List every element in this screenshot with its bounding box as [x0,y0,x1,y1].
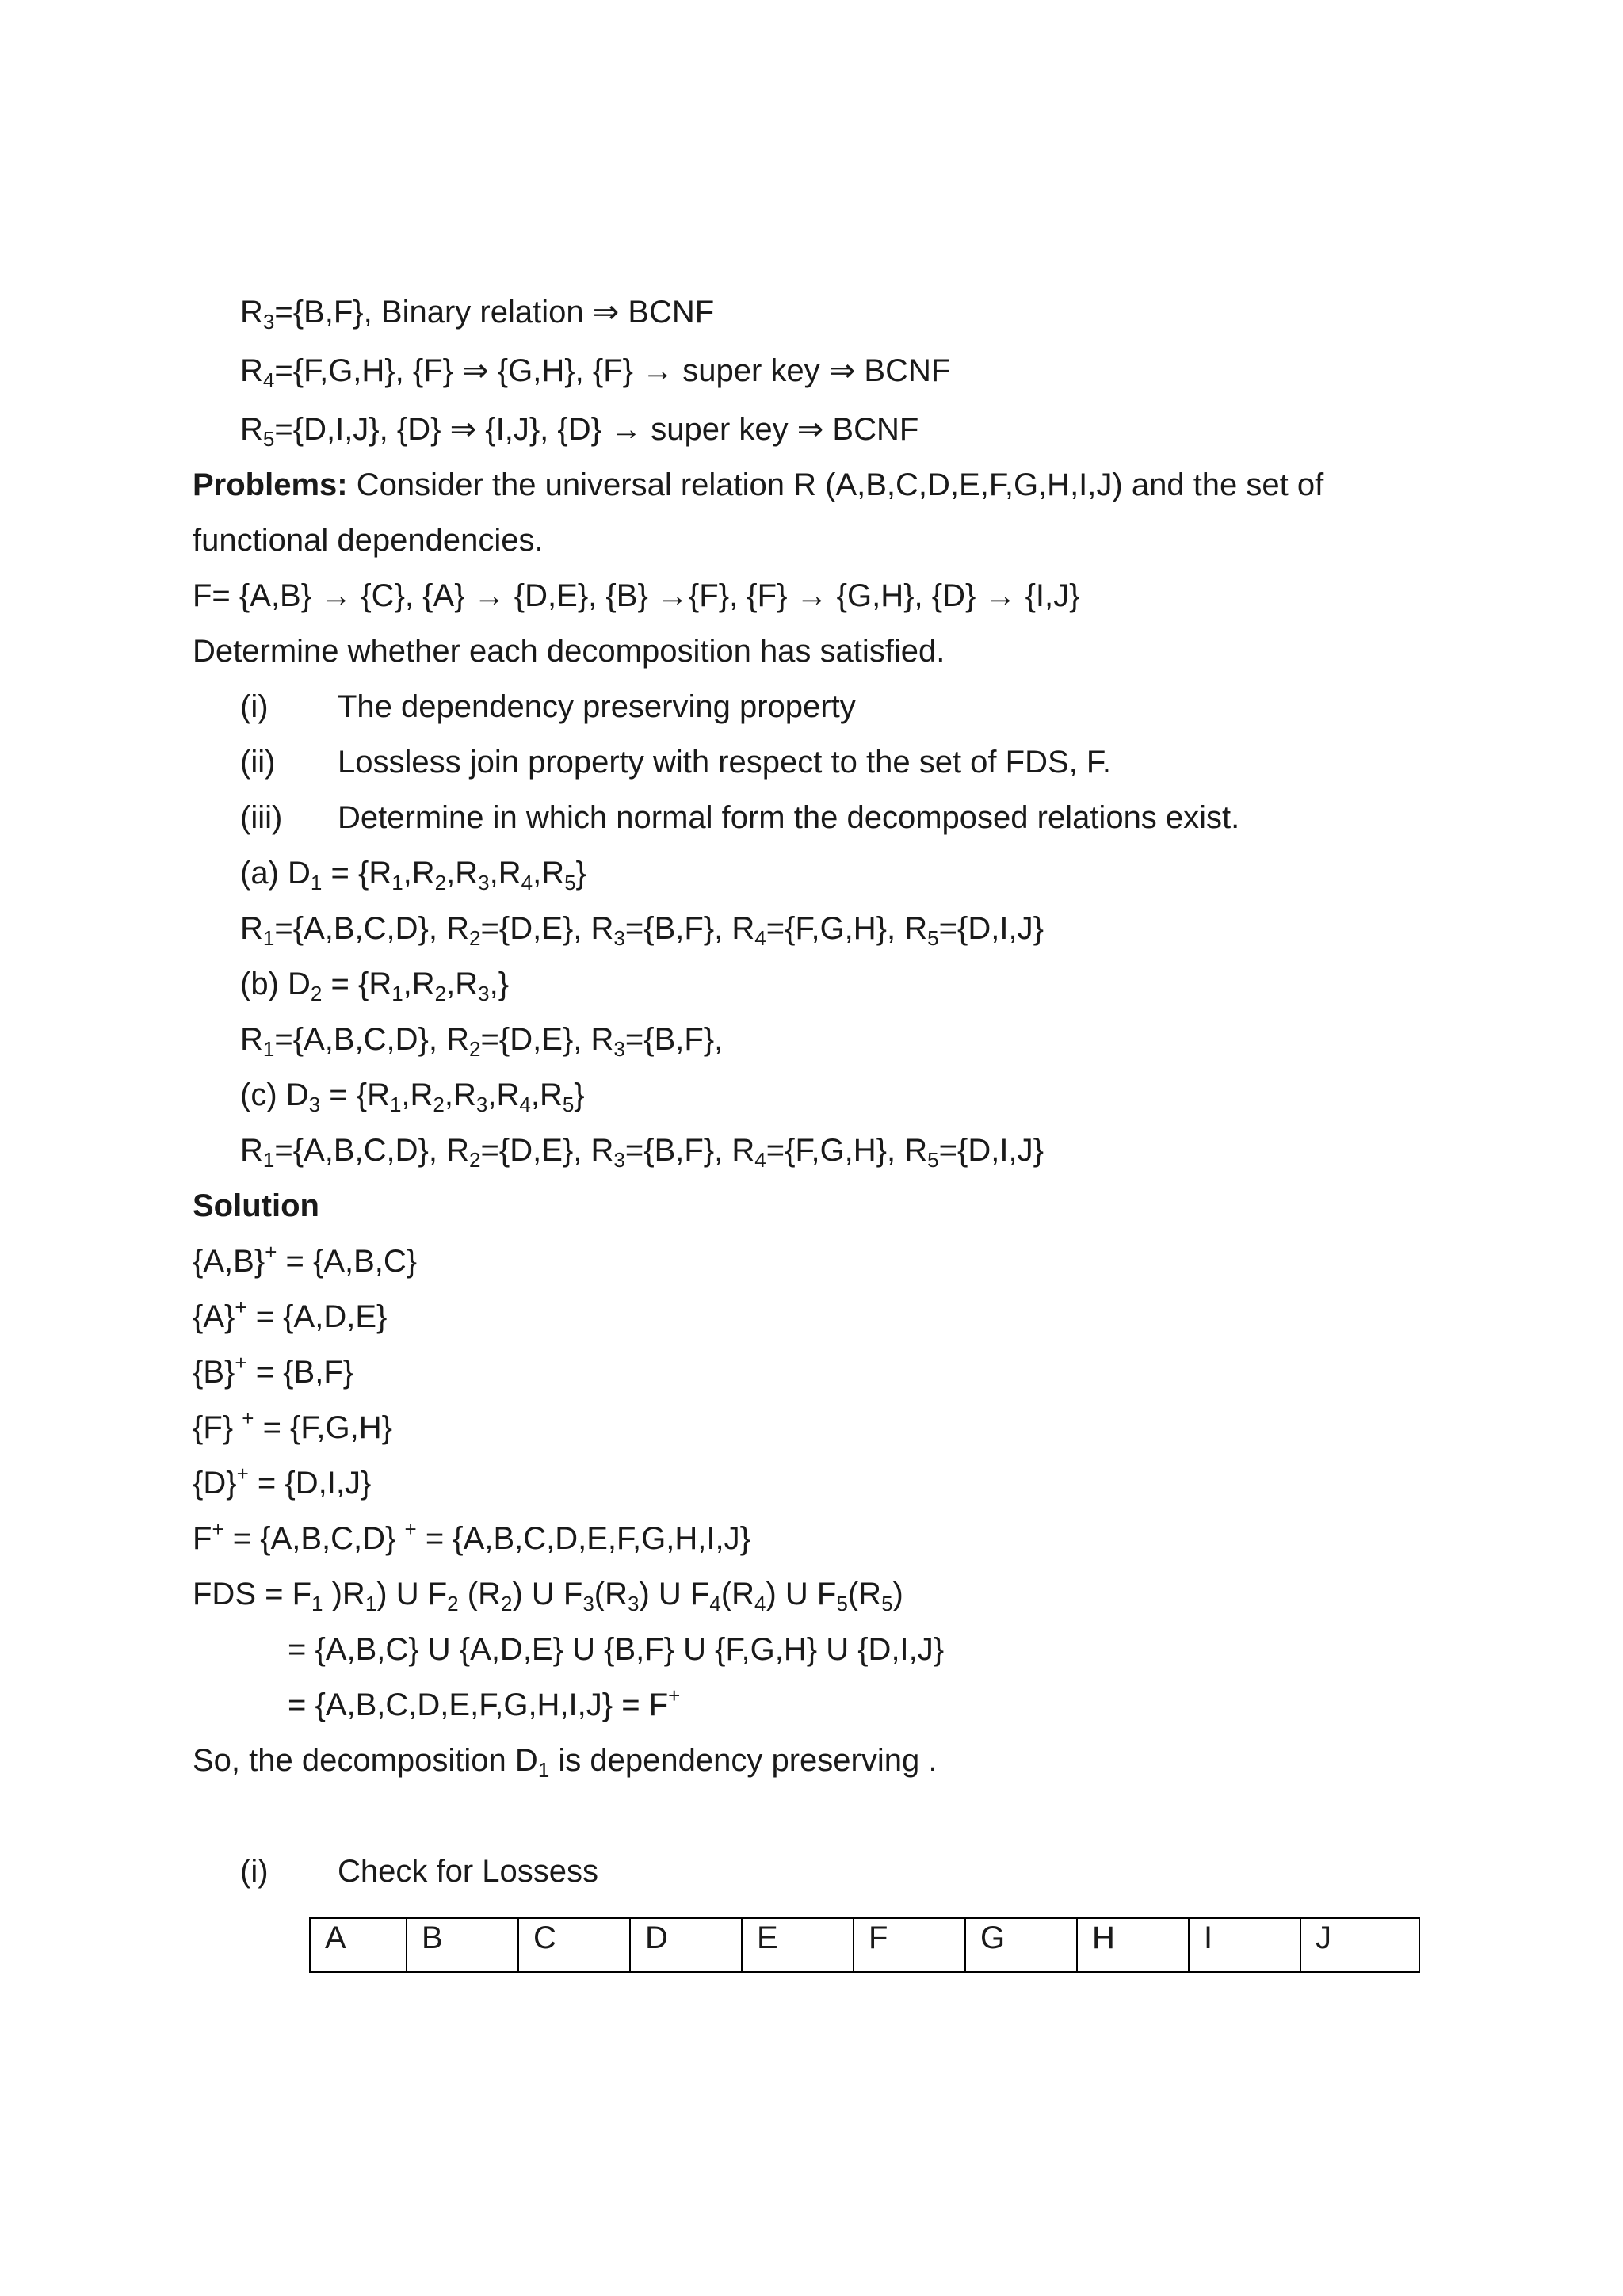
union-line-2-text: = {A,B,C,D,E,F,G,H,I,J} = F [288,1688,669,1722]
f-plus-result: = {A,B,C,D,E,F,G,H,I,J} [416,1521,750,1556]
r4-sub: 4 [262,368,275,392]
decomp-c-sub: 3 [308,1093,321,1116]
rels-b-line: $R_1=\{A,B,C,D\}$, $R_2=\{D,E\}$, $R_3=\{B,F\}$, [240,1022,724,1061]
rel-b-3: ={B,F}, [624,1022,724,1057]
decomp-b-line [240,965,509,1003]
decomp-c-set: = $\{R_1,R_2,R_3,R_4,R_5\}$ [329,1077,585,1116]
rel-a-3: ={B,F}, [624,911,732,946]
rel-a-2: ={D,E}, [480,911,591,946]
rel-b-1: ={A,B,C,D}, [274,1022,447,1057]
rel-c-4: ={F,G,H}, [766,1133,905,1168]
item-text-3: Determine in which normal form the decomposed relations exist. [338,800,1240,835]
union-line-2: = {A,B,C,D,E,F,G,H,I,J} = F+ [288,1684,681,1722]
r5-sub: 5 [262,427,275,451]
table-header-cell: J [1300,1918,1419,1972]
closure-a-lhs: {A} [193,1299,235,1334]
table-header-row [310,1918,1419,1972]
item-num-1: (i) [240,689,269,724]
check-text: Check for Lossess [338,1854,599,1889]
closure-a-rhs: = {A,D,E} [246,1299,388,1334]
check-num: (i) [240,1854,269,1889]
rel-a-1: ={A,B,C,D}, [274,911,447,946]
table-header-cell: A [310,1918,407,1972]
decomp-a-label: (a) D [240,856,311,891]
closure-a: {A}+ = {A,D,E} [193,1295,388,1334]
closure-ab-lhs: {A,B} [193,1244,265,1279]
r5-line [240,410,919,451]
decomp-a-set: = $\{R_1,R_2,R_3,R_4,R_5\}$ [330,856,586,894]
closure-b-rhs: = {B,F} [246,1355,354,1390]
rel-c-5: ={D,I,J} [938,1133,1044,1168]
rel-a-5: ={D,I,J} [938,911,1044,946]
decomp-a-line [240,854,586,892]
table-header-cell: B [407,1918,518,1972]
rels-a-line: $R_1=\{A,B,C,D\}$, $R_2=\{D,E\}$, $R_3=\{B,F\}$, $R_4=\{F,G,H\}$, $R_5=\{D,I,J\}$ [240,911,1044,950]
conclusion-line: So, the decomposition $D_1$ is dependency preserving . [193,1743,938,1782]
union-line-1: = {A,B,C} U {A,D,E} U {B,F} U {F,G,H} U {D,I,J} [288,1632,945,1667]
closure-d-lhs: {D} [193,1466,237,1501]
rel-c-1: ={A,B,C,D}, [274,1133,447,1168]
decomp-b-set: = $\{R_1,R_2,R_3,\}$ [330,967,510,1005]
r5-pre: R [240,412,263,447]
table-header-cell: F [854,1918,965,1972]
closure-f-lhs: {F} [193,1410,242,1445]
r3-post: ={B,F}, Binary relation ⇒ BCNF [274,295,715,330]
determine-line: Determine whether each decomposition has satisfied. [193,634,945,669]
r5-post: ={D,I,J}, {D} ⇒ {I,J}, {D} → super key ⇒ BCNF [274,412,919,447]
item-text-1: The dependency preserving property [338,689,856,724]
rel-b-2: ={D,E}, [480,1022,591,1057]
closure-ab-rhs: = {A,B,C} [277,1244,418,1279]
r4-pre: R [240,353,263,388]
solution-heading: Solution [193,1188,319,1223]
r4-post: ={F,G,H}, {F} ⇒ {G,H}, {F} → super key ⇒ BCNF [274,353,951,388]
r4-line [240,352,950,390]
decomp-c-line [240,1076,585,1114]
rel-c-2: ={D,E}, [480,1133,591,1168]
fds-union-line: FDS = $F_1$ )$R_1$) U $F_2$ $(R_2)$ U $F_3(R_3)$ U $F_4(R_4)$ U $F_5(R_5)$ [193,1577,903,1615]
closure-d-rhs: = {D,I,J} [248,1466,372,1501]
item-num-3: (iii) [240,800,283,835]
r3-line [240,293,715,334]
rel-a-4: ={F,G,H}, [766,911,905,946]
r3-pre: R [240,295,263,330]
decomp-c-label: (c) D [240,1077,309,1112]
table-header-cell: G [965,1918,1077,1972]
fds-label: FDS = F [193,1577,312,1611]
table-header-cell: H [1077,1918,1189,1972]
f-plus-f: F [193,1521,212,1556]
closure-f-rhs: = {F,G,H} [254,1410,392,1445]
closure-d: {D}+ = {D,I,J} [193,1462,372,1501]
rels-c-line: $R_1=\{A,B,C,D\}$, $R_2=\{D,E\}$, $R_3=\{B,F\}$, $R_4=\{F,G,H\}$, $R_5=\{D,I,J\}$ [240,1133,1044,1172]
problems-line-2: functional dependencies. [193,523,544,558]
conclusion-pre: So, the decomposition D [193,1743,538,1778]
problems-heading: Problems: [193,467,348,502]
decomp-a-sub: 1 [310,871,323,894]
closure-f: {F} + = {F,G,H} [193,1406,392,1445]
rel-c-3: ={B,F}, [624,1133,732,1168]
table-header-cell: E [742,1918,854,1972]
item-text-2: Lossless join property with respect to the set of FDS, F. [338,745,1111,780]
closure-ab: {A,B}+ = {A,B,C} [193,1240,418,1279]
lossless-table [309,1917,1420,1973]
table-header-cell: C [518,1918,630,1972]
decomp-b-label: (b) D [240,967,311,1001]
decomp-b-sub: 2 [310,982,323,1005]
item-num-2: (ii) [240,745,276,780]
closure-b-lhs: {B} [193,1355,235,1390]
conclusion-post: is dependency preserving . [549,1743,938,1778]
problems-text-1: Consider the universal relation R (A,B,C,D,E,F,G,H,I,J) and the set of [356,467,1324,502]
fds-line: F= {A,B} → {C}, {A} → {D,E}, {B} →{F}, {F} → {G,H}, {D} → {I,J} [193,578,1080,613]
r3-sub: 3 [262,310,275,334]
table-header-cell: I [1189,1918,1300,1972]
table-header-cell: D [630,1918,742,1972]
problems-line-1 [193,466,1323,504]
f-plus-set: = {A,B,C,D} [223,1521,405,1556]
f-plus-line: F+ = {A,B,C,D} + = {A,B,C,D,E,F,G,H,I,J} [193,1517,750,1556]
closure-b: {B}+ = {B,F} [193,1351,354,1390]
